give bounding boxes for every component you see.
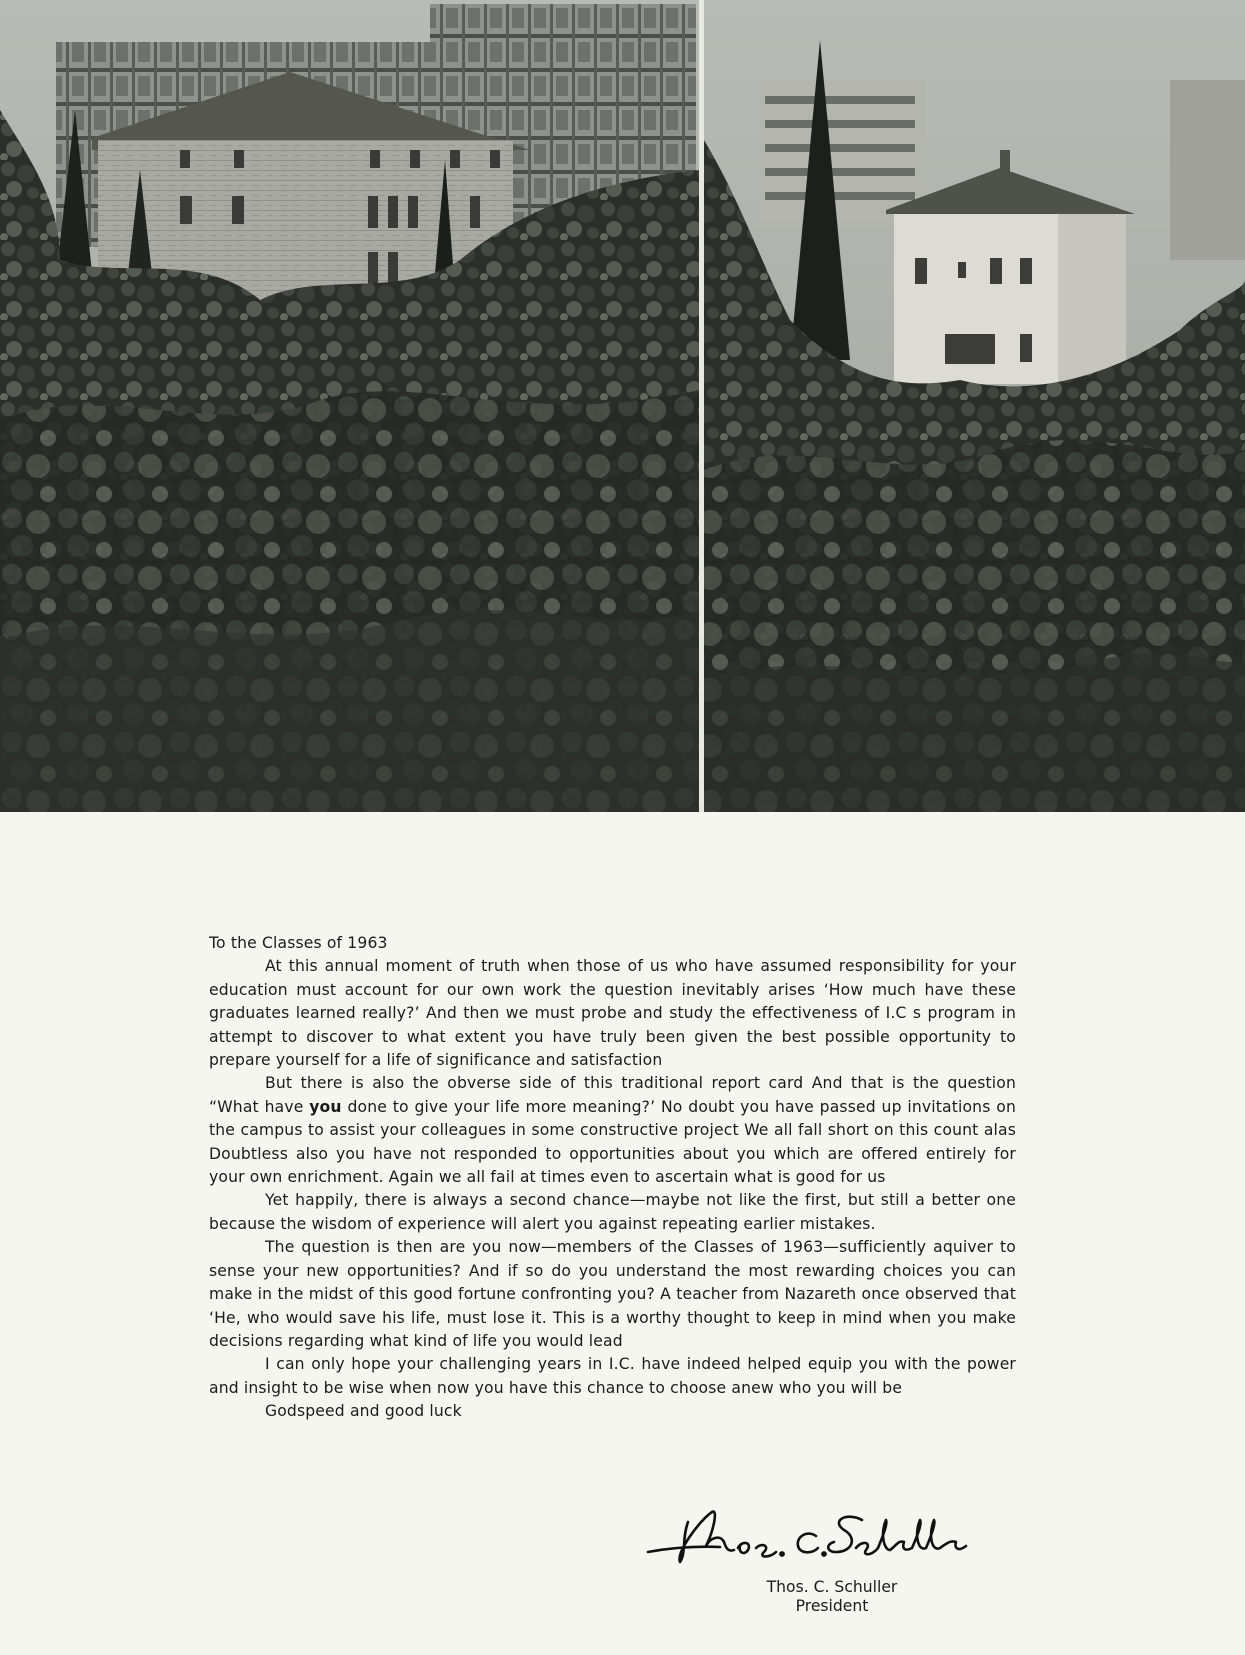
letter-closing: Godspeed and good luck xyxy=(265,1402,462,1421)
signature-block xyxy=(640,1490,1020,1640)
letter-paragraph: Yet happily, there is always a second chance—maybe not like the first, but still a better one because the wisdom of experience will alert you against repeating earlier mistakes. xyxy=(209,1191,1016,1233)
campus-photo-spread xyxy=(0,0,1245,812)
president-letter xyxy=(209,932,1016,1424)
letter-salutation: To the Classes of 1963 xyxy=(209,934,388,952)
signatory-title: President xyxy=(795,1597,869,1615)
letter-paragraph xyxy=(209,1072,1016,1189)
campus-photos xyxy=(0,0,1245,812)
letter-paragraph: The question is then are you now—members of the Classes of 1963—sufficiently aquiver to sense your new opportunities? And if so do you understand the most rewarding choices you can make in the midst of this good fortune confronting you? A teacher from Nazareth once observed that ‘He, who would save his life, must lose it. This is a worthy thought to keep in mind when you make decisions regarding what kind of life you would lead xyxy=(209,1238,1016,1350)
campus-hillside-photo-icon xyxy=(0,0,700,812)
letter-text: But there is also the obverse side of this traditional report card And that is the question “What have xyxy=(209,1074,1016,1116)
letter-emphasis: you xyxy=(309,1097,342,1116)
letter-text: done to give your life more meaning?’ No doubt you have passed up invitations on the campus to assist your colleagues in some constructive project We all fall short on this count alas Doubtless also you have not responded to opportunities about you which are offered entirely for your own enrichment. Again we all fail at times even to ascertain what is good for us xyxy=(209,1097,1016,1187)
letter-paragraph: I can only hope your challenging years in I.C. have indeed helped equip you with the power and insight to be wise when now you have this chance to choose anew who you will be xyxy=(209,1355,1016,1397)
handwritten-signature xyxy=(640,1490,1020,1580)
letter-paragraph: At this annual moment of truth when those of us who have assumed responsibility for your education must account for our own work the question inevitably arises ‘How much have these graduates learned really?’ And then we must probe and study the effectiveness of I.C s program in attempt to discover to what extent you have truly been given the best possible opportunity to prepare yourself for a life of significance and satisfaction xyxy=(209,957,1016,1070)
campus-house-photo-icon xyxy=(704,0,1245,812)
signatory-name: Thos. C. Schuller xyxy=(766,1578,898,1596)
